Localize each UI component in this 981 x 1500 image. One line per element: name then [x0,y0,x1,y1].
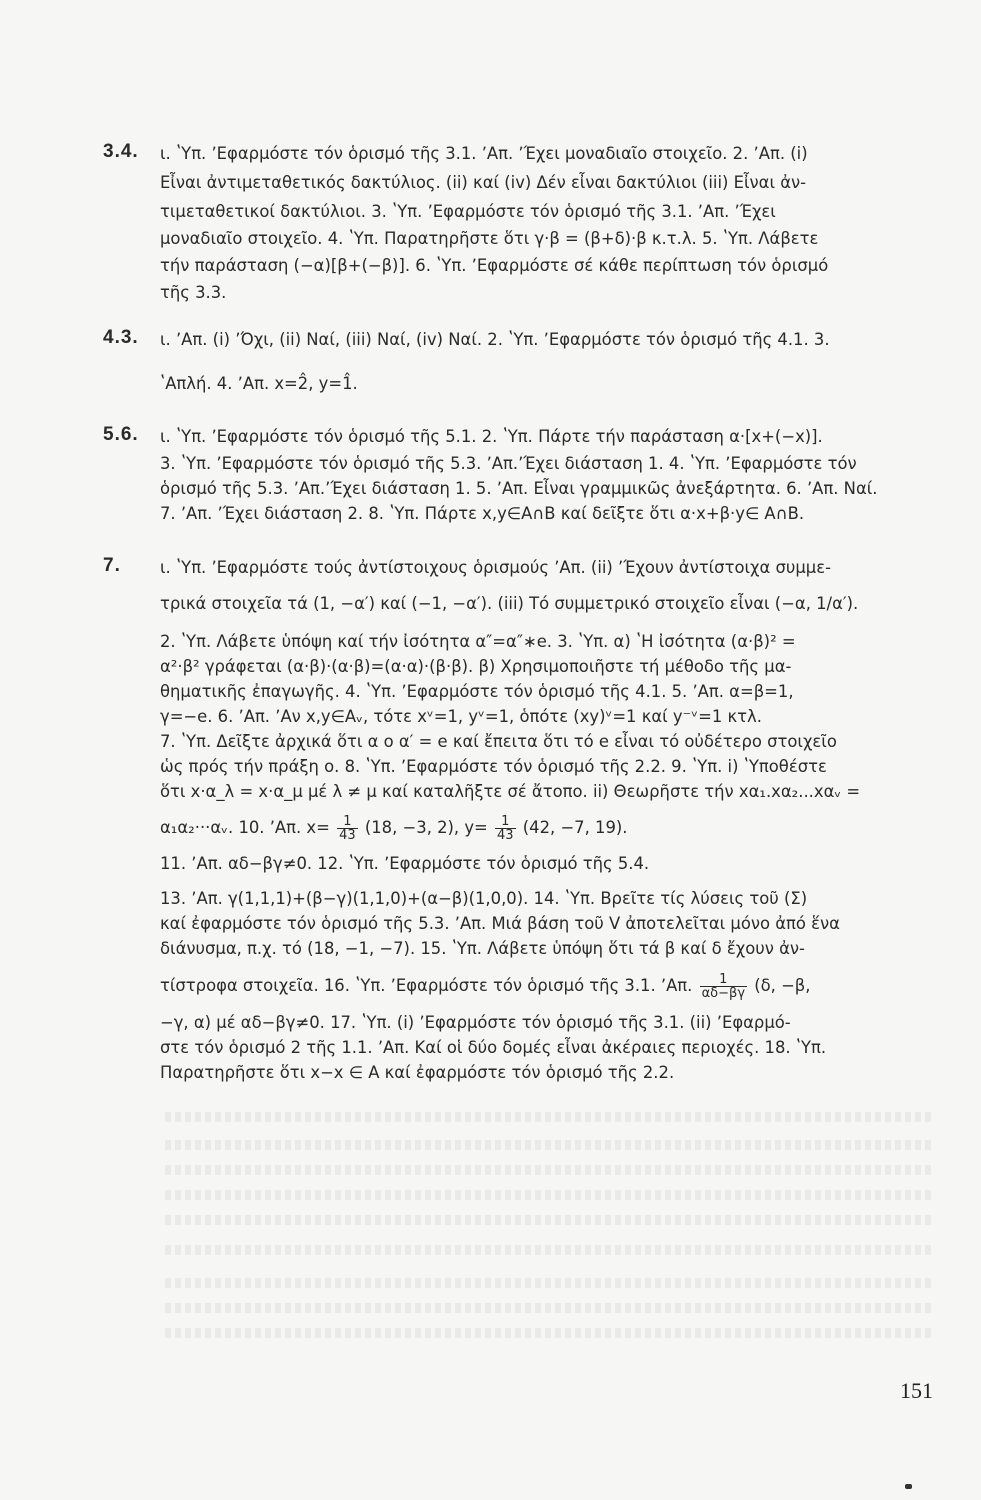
show-through-text [165,1245,935,1255]
text-line: 11. ʼΑπ. αδ−βγ≠0. 12. ʽΥπ. ʼΕφαρμόστε τόν ὁρισμό τῆς 5.4. [160,854,650,873]
section-number: 5.6. [103,424,139,445]
symmetric-element: (−α, 1/α′). [774,594,859,613]
text-line: 7. ʼΑπ. ʼΈχει διάσταση 2. 8. ʽΥπ. Πάρτε x,y∈A∩B καί δεῖξτε ὅτι α·x+β·y∈ A∩B. [160,504,805,523]
show-through-text [165,1278,935,1288]
text-line-with-element [160,591,935,617]
text-line: ι. ʽΥπ. ʼΕφαρμόστε τόν ὁρισμό τῆς 5.1. 2. ʽΥπ. Πάρτε τήν παράσταση α·[x+(−x)]. [160,427,823,446]
show-through-text [165,1190,935,1200]
section-number: 4.3. [103,327,139,348]
show-through-text [165,1328,935,1338]
text-line: μοναδιαῖο στοιχεῖο. 4. ʽΥπ. Παρατηρῆστε ὅτι γ·β = (β+δ)·β κ.τ.λ. 5. ʽΥπ. Λάβετε [160,229,819,248]
text-line: ὁρισμό τῆς 5.3. ʼΑπ.ʼΈχει διάσταση 1. 5. ʼΑπ. Εἶναι γραμμικῶς ἀνεξάρτητα. 6. ʼΑπ. Ναί. [160,479,878,498]
text-line: ʽΑπλή. 4. ʼΑπ. x=2̂, y=1̂. [160,374,358,393]
text-line: τῆς 3.3. [160,283,227,302]
text-line-with-fractions [160,815,935,841]
fraction-numerator: 1 [495,815,516,829]
fraction-x [337,815,358,842]
text-line: στε τόν ὁρισμό 2 τῆς 1.1. ʼΑπ. Καί οἱ δύο δομές εἶναι ἀκέραιες περιοχές. 18. ʽΥπ. [160,1038,827,1057]
text-segment: τίστροφα στοιχεῖα. 16. ʽΥπ. ʼΕφαρμόστε τόν ὁρισμό τῆς 3.1. ʼΑπ. [160,976,693,995]
text-segment: α₁α₂···αᵥ. 10. ʼΑπ. x= [160,818,330,837]
text-line: 2. ʽΥπ. Λάβετε ὑπόψη καί τήν ἰσότητα α″=α″∗e. 3. ʽΥπ. α) ʽΗ ἰσότητα (α·β)² = [160,632,796,651]
fraction-numerator: 1 [700,973,747,987]
fraction-inverse [700,973,747,1000]
text-line: ι. ʽΥπ. ʼΕφαρμόστε τόν ὁρισμό τῆς 3.1. ʼΑπ. ʼΈχει μοναδιαῖο στοιχεῖο. 2. ʼΑπ. (i) [160,144,808,163]
text-line: διάνυσμα, π.χ. τό (18, −1, −7). 15. ʽΥπ. Λάβετε ὑπόψη ὅτι τά β καί δ ἔχουν ἀν- [160,939,805,958]
text-segment: τρικά στοιχεῖα τά (1, −α′) καί (−1, −α′). (iii) Τό συμμετρικό στοιχεῖο εἶναι [160,594,770,613]
text-line: ὅτι x·α_λ = x·α_μ μέ λ ≠ μ καί καταλῆξτε σέ ἄτοπο. ii) Θεωρῆστε τήν xα₁.xα₂...xαᵥ = [160,782,861,801]
text-line: τήν παράσταση (−α)[β+(−β)]. 6. ʽΥπ. ʼΕφαρμόστε σέ κάθε περίπτωση τόν ὁρισμό [160,256,829,275]
text-segment: (42, −7, 19). [522,818,628,837]
show-through-text [165,1140,935,1150]
section-number: 7. [103,555,121,576]
text-line-with-fraction [160,973,935,999]
scan-speck [905,1484,912,1489]
fraction-denominator: 43 [497,828,514,843]
page-number: 151 [900,1378,933,1403]
fraction-y [495,815,516,842]
text-line: ι. ʼΑπ. (i) ʼΌχι, (ii) Ναί, (iii) Ναί, (iv) Ναί. 2. ʽΥπ. ʼΕφαρμόστε τόν ὁρισμό τῆς 4.1. 3. [160,330,830,349]
text-line: Παρατηρῆστε ὅτι x−x ∈ A καί ἐφαρμόστε τόν ὁρισμό τῆς 2.2. [160,1063,675,1082]
text-line: α²·β² γράφεται (α·β)·(α·β)=(α·α)·(β·β). β) Χρησιμοποιῆστε τή μέθοδο τῆς μα- [160,657,792,676]
text-line: −γ, α) μέ αδ−βγ≠0. 17. ʽΥπ. (i) ʼΕφαρμόστε τόν ὁρισμό τῆς 3.1. (ii) ʼΕφαρμό- [160,1013,791,1032]
text-line: 7. ʽΥπ. Δεῖξτε ἀρχικά ὅτι α ο α′ = e καί ἔπειτα ὅτι τό e εἶναι τό οὐδέτερο στοιχεῖο [160,732,837,751]
show-through-text [165,1303,935,1313]
show-through-text [165,1112,935,1122]
fraction-denominator: 43 [339,828,356,843]
text-line: θηματικῆς ἐπαγωγῆς. 4. ʽΥπ. ʼΕφαρμόστε τόν ὁρισμό τῆς 4.1. 5. ʼΑπ. α=β=1, [160,682,794,701]
text-line: 3. ʽΥπ. ʼΕφαρμόστε τόν ὁρισμό τῆς 5.3. ʼΑπ.ʼΈχει διάσταση 1. 4. ʽΥπ. ʼΕφαρμόστε τόν [160,454,857,473]
text-line: ὡς πρός τήν πράξη ο. 8. ʽΥπ. ʼΕφαρμόστε τόν ὁρισμό τῆς 2.2. 9. ʽΥπ. i) ʽΥποθέστε [160,757,827,776]
text-line: ι. ʽΥπ. ʼΕφαρμόστε τούς ἀντίστοιχους ὁρισμούς ʼΑπ. (ii) ʼΈχουν ἀντίστοιχα συμμε- [160,558,831,577]
fraction-numerator: 1 [337,815,358,829]
text-segment: (δ, −β, [754,976,811,995]
show-through-text [165,1165,935,1175]
section-number: 3.4. [103,141,139,162]
text-line: καί ἐφαρμόστε τόν ὁρισμό τῆς 5.3. ʼΑπ. Μιά βάση τοῦ V ἀποτελεῖται μόνο ἀπό ἕνα [160,914,840,933]
text-line: τιμεταθετικοί δακτύλιοι. 3. ʽΥπ. ʼΕφαρμόστε τόν ὁρισμό τῆς 3.1. ʼΑπ. ʼΈχει [160,202,776,221]
show-through-text [165,1215,935,1225]
text-line: 13. ʼΑπ. γ(1,1,1)+(β−γ)(1,1,0)+(α−β)(1,0,0). 14. ʽΥπ. Βρεῖτε τίς λύσεις τοῦ (Σ) [160,889,808,908]
fraction-denominator: αδ−βγ [701,986,746,1001]
text-line: Εἶναι ἀντιμεταθετικός δακτύλιος. (ii) καί (iv) Δέν εἶναι δακτύλιοι (iii) Εἶναι ἀν- [160,173,807,192]
text-segment: (18, −3, 2), y= [364,818,488,837]
text-line: γ=−e. 6. ʼΑπ. ʼΑν x,y∈Aᵥ, τότε xᵛ=1, yᵛ=1, ὁπότε (xy)ᵛ=1 καί y⁻ᵛ=1 κτλ. [160,707,762,726]
